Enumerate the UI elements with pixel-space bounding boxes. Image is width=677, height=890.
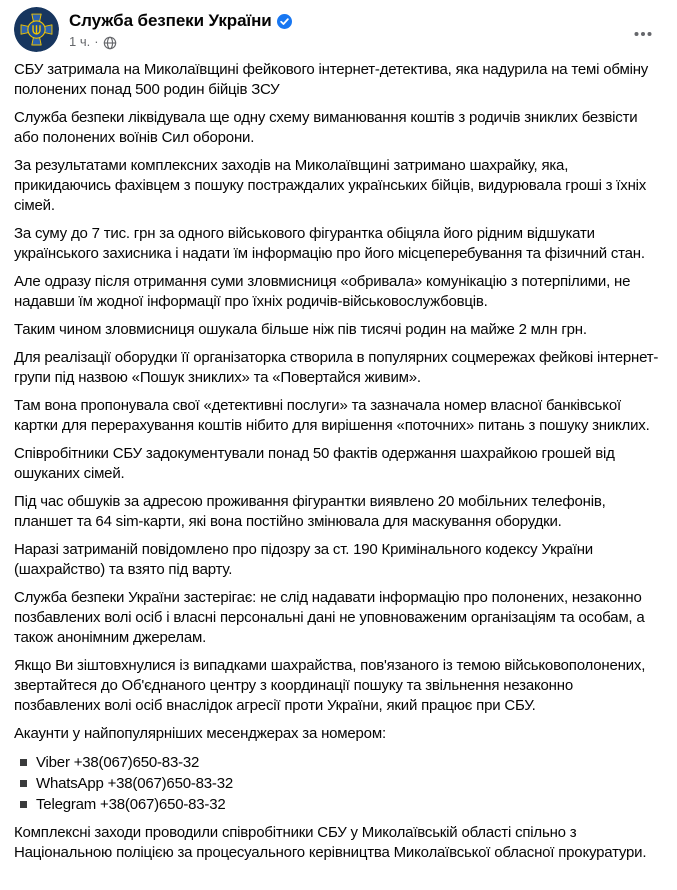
post-paragraph: Але одразу після отримання суми зловмисниця «обривала» комунікацію з потерпілими, не надавши їм жодної інформації про їхніх родичів-військовослужбовців.: [14, 273, 631, 310]
post-paragraph: Під час обшуків за адресою проживання фігурантки виявлено 20 мобільних телефонів, планшет та 64 sim-карти, які вона постійно змінювала для маскування оборудки.: [14, 493, 606, 530]
post-body: [0, 54, 677, 863]
globe-icon: [103, 36, 117, 50]
post-paragraph: Служба безпеки України застерігає: не слід надавати інформацію про полонених, незаконно позбавлених волі осіб і власні персональні дані не уповноваженим організаціям та особам, а також анонімним джерелам.: [14, 589, 645, 646]
header-text: [69, 7, 661, 50]
post-meta: [69, 34, 661, 50]
post-paragraph: Там вона пропонувала свої «детективні послуги» та зазначала номер власної банківської картки для перерахування коштів нібито для вирішення «поточних» питань з пошуку зниклих.: [14, 397, 650, 434]
timestamp[interactable]: 1 ч.: [69, 34, 91, 49]
verified-badge-icon: [277, 14, 292, 29]
post-paragraph: Комплексні заходи проводили співробітники СБУ у Миколаївській області спільно з Національною поліцією за процесуального керівництва Миколаївської обласної прокуратури.: [14, 824, 647, 861]
avatar[interactable]: [14, 7, 59, 52]
name-row: [69, 11, 661, 31]
post-paragraph: Якщо Ви зіштовхнулися із випадками шахрайства, пов'язаного із темою військовополонених, звертайтеся до Об'єднаного центру з координації пошуку та звільнення незаконно позбавлених волі осіб внаслідок агресії проти України, який працює при СБУ.: [14, 657, 646, 714]
post-header: [0, 0, 677, 54]
sbu-emblem-icon: [14, 7, 59, 52]
post-paragraph: Акаунти у найпопулярніших месенджерах за номером:: [14, 725, 386, 742]
post-paragraph: Таким чином зловмисниця ошукала більше ніж пів тисячі родин на майже 2 млн грн.: [14, 321, 587, 338]
post-paragraph: СБУ затримала на Миколаївщині фейкового інтернет-детектива, яка надурила на темі обміну полонених понад 500 родин бійців ЗСУ: [14, 61, 649, 98]
messenger-list-item: Viber +38(067)650-83-32: [14, 752, 659, 773]
messenger-list-item: WhatsApp +38(067)650-83-32: [14, 773, 659, 794]
post-paragraph: Наразі затриманій повідомлено про підозру за ст. 190 Кримінального кодексу України (шахрайство) та взято під варту.: [14, 541, 593, 578]
meta-separator: ·: [94, 34, 99, 49]
post-paragraph: Співробітники СБУ задокументували понад 50 фактів одержання шахрайкою грошей від ошуканих сімей.: [14, 445, 615, 482]
messenger-list-item: Telegram +38(067)650-83-32: [14, 794, 659, 815]
post-paragraph: За результатами комплексних заходів на Миколаївщині затримано шахрайку, яка, прикидаючись фахівцем з пошуку постраждалих українських бійців, видурювала гроші з їхніх сімей.: [14, 157, 647, 214]
post-paragraph: За суму до 7 тис. грн за одного військового фігурантка обіцяла його рідним відшукати українського захисника і надати їм інформацію про його місцеперебування та фізичний стан.: [14, 225, 645, 262]
post-paragraph: Служба безпеки ліквідувала ще одну схему виманювання коштів з родичів зниклих безвісти або полонених воїнів Сил оборони.: [14, 109, 638, 146]
post-paragraph: Для реалізації оборудки її організаторка створила в популярних соцмережах фейкові інтернет-групи під назвою «Пошук зниклих» та «Повертайся живим».: [14, 349, 659, 386]
ellipsis-icon: [633, 24, 653, 44]
post-menu-button[interactable]: [627, 22, 659, 46]
page-name[interactable]: Служба безпеки України: [69, 11, 272, 30]
messenger-list: [14, 752, 659, 815]
